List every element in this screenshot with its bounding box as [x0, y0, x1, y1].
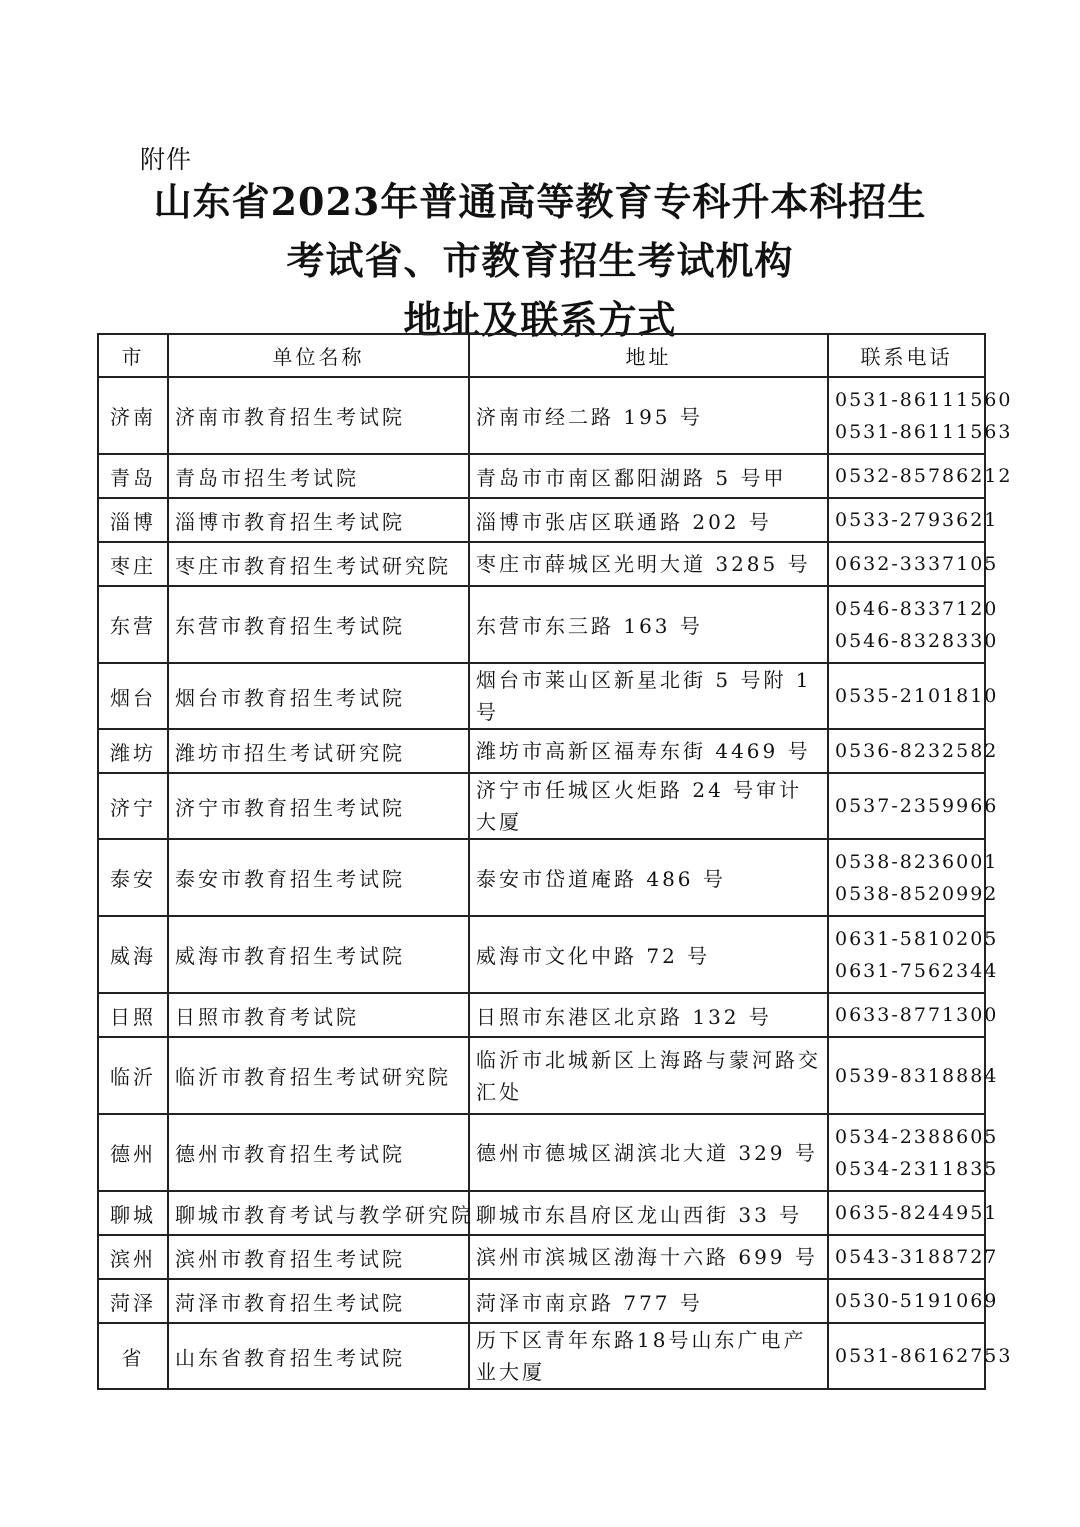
phone-number: 0532-85786212	[835, 465, 1013, 487]
phone-number: 0533-2793621	[835, 509, 999, 531]
unit-name-cell: 东营市教育招生考试院	[168, 586, 469, 663]
phone-cell	[828, 839, 999, 916]
phone-cell	[828, 454, 1013, 498]
address-cell: 滨州市滨城区渤海十六路 699 号	[469, 1235, 828, 1279]
address-cell: 济南市经二路 195 号	[469, 377, 828, 454]
table-row	[98, 454, 985, 498]
address-cell: 日照市东港区北京路 132 号	[469, 993, 828, 1037]
address-cell: 历下区青年东路18号山东广电产业大厦	[469, 1323, 828, 1389]
table-row	[98, 729, 985, 773]
header-city: 市	[98, 334, 168, 377]
city-cell: 济宁	[98, 773, 168, 839]
phone-number: 0537-2359966	[835, 795, 999, 817]
city-cell: 枣庄	[98, 542, 168, 586]
header-address: 地址	[469, 334, 828, 377]
city-cell: 临沂	[98, 1037, 168, 1114]
city-cell: 潍坊	[98, 729, 168, 773]
phone-cell	[828, 1037, 999, 1114]
unit-name-cell: 菏泽市教育招生考试院	[168, 1279, 469, 1323]
phone-number: 0539-8318884	[835, 1064, 999, 1087]
phone-number: 0631-5810205	[835, 927, 999, 950]
table-row	[98, 1114, 985, 1191]
table-row	[98, 773, 985, 839]
unit-name-cell: 淄博市教育招生考试院	[168, 498, 469, 542]
city-cell: 济南	[98, 377, 168, 454]
phone-cell	[828, 498, 999, 542]
table-row	[98, 542, 985, 586]
city-cell: 威海	[98, 916, 168, 993]
address-cell: 东营市东三路 163 号	[469, 586, 828, 663]
phone-cell	[828, 377, 1013, 454]
address-cell: 聊城市东昌府区龙山西街 33 号	[469, 1191, 828, 1235]
phone-cell	[828, 1235, 999, 1279]
unit-name-cell: 潍坊市招生考试研究院	[168, 729, 469, 773]
phone-number: 0538-8236001	[835, 850, 999, 873]
unit-name-cell: 泰安市教育招生考试院	[168, 839, 469, 916]
phone-cell	[828, 773, 999, 839]
table-row	[98, 663, 985, 729]
title-line-3: 地址及联系方式	[403, 297, 677, 342]
header-phone: 联系电话	[828, 334, 985, 377]
phone-cell	[828, 1191, 999, 1235]
unit-name-cell: 枣庄市教育招生考试研究院	[168, 542, 469, 586]
unit-name-cell: 济南市教育招生考试院	[168, 377, 469, 454]
city-cell: 泰安	[98, 839, 168, 916]
address-cell: 青岛市市南区鄱阳湖路 5 号甲	[469, 454, 828, 498]
city-cell: 淄博	[98, 498, 168, 542]
phone-cell	[828, 542, 999, 586]
contacts-table	[97, 333, 1013, 1390]
phone-number: 0534-2388605	[835, 1125, 999, 1148]
city-cell: 日照	[98, 993, 168, 1037]
phone-number: 0632-3337105	[835, 553, 999, 575]
phone-number: 0631-7562344	[835, 959, 999, 982]
address-cell: 威海市文化中路 72 号	[469, 916, 828, 993]
phone-number: 0543-3188727	[835, 1246, 999, 1268]
phone-number: 0531-86111563	[835, 420, 1013, 443]
unit-name-cell: 聊城市教育考试与教学研究院	[168, 1191, 469, 1235]
table-row	[98, 498, 985, 542]
phone-number: 0546-8328330	[835, 629, 999, 652]
phone-number: 0635-8244951	[835, 1202, 999, 1224]
city-cell: 东营	[98, 586, 168, 663]
unit-name-cell: 滨州市教育招生考试院	[168, 1235, 469, 1279]
address-cell: 德州市德城区湖滨北大道 329 号	[469, 1114, 828, 1191]
unit-name-cell: 山东省教育招生考试院	[168, 1323, 469, 1389]
phone-cell	[828, 663, 999, 729]
address-cell: 淄博市张店区联通路 202 号	[469, 498, 828, 542]
phone-number: 0530-5191069	[835, 1290, 999, 1312]
table-body	[98, 377, 1013, 1389]
phone-number: 0546-8337120	[835, 597, 999, 620]
city-cell: 菏泽	[98, 1279, 168, 1323]
address-cell: 菏泽市南京路 777 号	[469, 1279, 828, 1323]
phone-number: 0535-2101810	[835, 685, 999, 707]
phone-cell	[828, 729, 999, 773]
table-row	[98, 1323, 985, 1389]
unit-name-cell: 威海市教育招生考试院	[168, 916, 469, 993]
phone-number: 0534-2311835	[835, 1157, 999, 1180]
city-cell: 聊城	[98, 1191, 168, 1235]
unit-name-cell: 青岛市招生考试院	[168, 454, 469, 498]
table-row	[98, 1191, 985, 1235]
unit-name-cell: 烟台市教育招生考试院	[168, 663, 469, 729]
city-cell: 德州	[98, 1114, 168, 1191]
table-row	[98, 377, 985, 454]
title-line-2: 考试省、市教育招生考试机构	[286, 238, 794, 283]
table-header-row	[98, 334, 985, 377]
phone-number: 0633-8771300	[835, 1004, 999, 1026]
phone-number: 0531-86162753	[835, 1345, 1013, 1367]
table-row	[98, 839, 985, 916]
header-unit: 单位名称	[168, 334, 469, 377]
phone-number: 0538-8520992	[835, 882, 999, 905]
table-row	[98, 1235, 985, 1279]
city-cell: 省	[98, 1323, 168, 1389]
table-row	[98, 916, 985, 993]
phone-cell	[828, 586, 999, 663]
address-cell: 济宁市任城区火炬路 24 号审计大厦	[469, 773, 828, 839]
address-cell: 泰安市岱道庵路 486 号	[469, 839, 828, 916]
title-line-1: 山东省2023年普通高等教育专科升本科招生	[153, 179, 927, 224]
unit-name-cell: 临沂市教育招生考试研究院	[168, 1037, 469, 1114]
phone-cell	[828, 1279, 999, 1323]
unit-name-cell: 济宁市教育招生考试院	[168, 773, 469, 839]
address-cell: 临沂市北城新区上海路与蒙河路交汇处	[469, 1037, 828, 1114]
table-row	[98, 586, 985, 663]
city-cell: 烟台	[98, 663, 168, 729]
phone-number: 0531-86111560	[835, 388, 1013, 411]
address-cell: 枣庄市薛城区光明大道 3285 号	[469, 542, 828, 586]
table-row	[98, 1279, 985, 1323]
attachment-label: 附件	[140, 145, 193, 174]
city-cell: 青岛	[98, 454, 168, 498]
unit-name-cell: 德州市教育招生考试院	[168, 1114, 469, 1191]
city-cell: 滨州	[98, 1235, 168, 1279]
phone-cell	[828, 1323, 1013, 1389]
phone-cell	[828, 916, 999, 993]
document-title	[0, 172, 1080, 349]
phone-number: 0536-8232582	[835, 740, 999, 762]
unit-name-cell: 日照市教育考试院	[168, 993, 469, 1037]
phone-cell	[828, 993, 999, 1037]
address-cell: 潍坊市高新区福寿东街 4469 号	[469, 729, 828, 773]
table-row	[98, 993, 985, 1037]
phone-cell	[828, 1114, 999, 1191]
address-cell: 烟台市莱山区新星北街 5 号附 1 号	[469, 663, 828, 729]
table-row	[98, 1037, 985, 1114]
